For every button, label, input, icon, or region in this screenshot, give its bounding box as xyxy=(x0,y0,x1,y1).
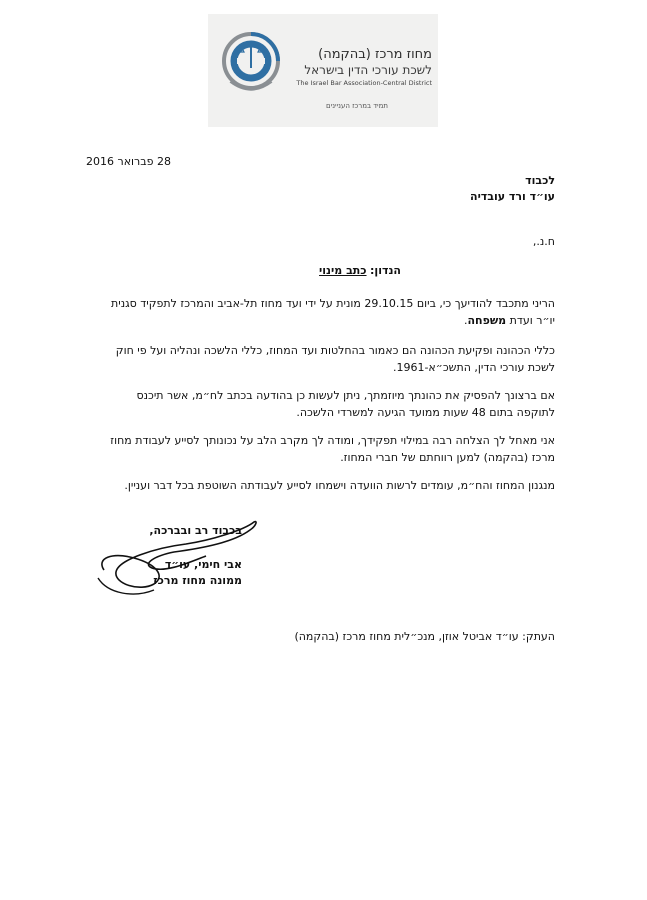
cc-line: העתק: עו״ד אביטל אוזן, מנכ״לית מחוז מרכז (בהקמה) xyxy=(294,630,555,643)
signatory-title: ממונה מחוז מרכז xyxy=(153,574,242,587)
paragraph-3-line-1: אם ברצונך להפסיק את כהונתך מיוזמתך, ניתן לעשות כן בהודעה בכתב לח״מ, אשר תיכנס xyxy=(136,389,555,402)
closing-regards: בכבוד רב ובברכה, xyxy=(149,524,242,537)
paragraph-3-line-2: לתוקפה בתום 48 שעות ממועד הגיעה למשרדי הלשכה. xyxy=(296,406,555,419)
bar-association-logo-icon xyxy=(218,28,284,112)
paragraph-2 xyxy=(85,342,555,376)
paragraph-4-line-2: מרכז (בהקמה) למען רווחתם של חברי המחוז. xyxy=(340,451,555,464)
committee-prefix: יו״ר ועדת xyxy=(509,314,555,327)
recipient-line-2: עו״ד ורד עובדיה xyxy=(470,190,555,203)
paragraph-1-line-2 xyxy=(85,312,555,329)
paragraph-4 xyxy=(85,432,555,466)
letter-date: 28 פברואר 2016 xyxy=(86,155,171,168)
greeting: ח.נ., xyxy=(532,235,555,248)
committee-name: משפחה xyxy=(467,314,507,327)
paragraph-4-line-1: אני מאחל לך הצלחה רבה במילוי תפקידך, ומודה לך מקרב הלב על נכונותך לסייע לעבודת מחוז xyxy=(110,434,555,447)
letterhead-text xyxy=(292,47,432,88)
signatory-name: אבי חימי, עו״ד xyxy=(164,558,242,571)
subject-label: הנדון: xyxy=(370,264,401,277)
org-subtitle: לשכת עורכי הדין בישראל xyxy=(304,63,432,77)
subject-text: כתב מינוי xyxy=(319,264,367,277)
org-english-name: The Israel Bar Association-Central District xyxy=(296,79,432,87)
paragraph-2-line-2: לשכת עורכי הדין, התשכ״א-1961. xyxy=(392,361,555,374)
paragraph-5-line-1: מנגנון המחוז והח״מ, עומדים לרשות הוועדה וישמחו לסייע לעבודתה השוטפת בכל דבר ועניין. xyxy=(124,479,555,492)
logo-ring-text: תמיד במרכז העניינים xyxy=(326,102,388,110)
subject-line xyxy=(319,262,401,279)
committee-suffix: . xyxy=(463,314,468,327)
org-name: מחוז מרכז (בהקמה) xyxy=(318,47,432,62)
paragraph-2-line-1: כללי הכהונה ופקיעת הכהונה הם כאמור בהחלטות ועד המחוז, כללי הלשכה ונהליה ועל פי חוק xyxy=(115,344,555,357)
letterhead xyxy=(208,14,438,127)
paragraph-5 xyxy=(85,477,555,494)
paragraph-1 xyxy=(85,295,555,329)
paragraph-1-line-1: הריני מתכבד להודיעך כי, ביום 29.10.15 מונית על ידי ועד מחוז תל-אביב והמרכז לתפקיד סגנית xyxy=(111,297,555,310)
recipient-line-1: לכבוד xyxy=(525,174,555,187)
paragraph-3 xyxy=(85,387,555,421)
